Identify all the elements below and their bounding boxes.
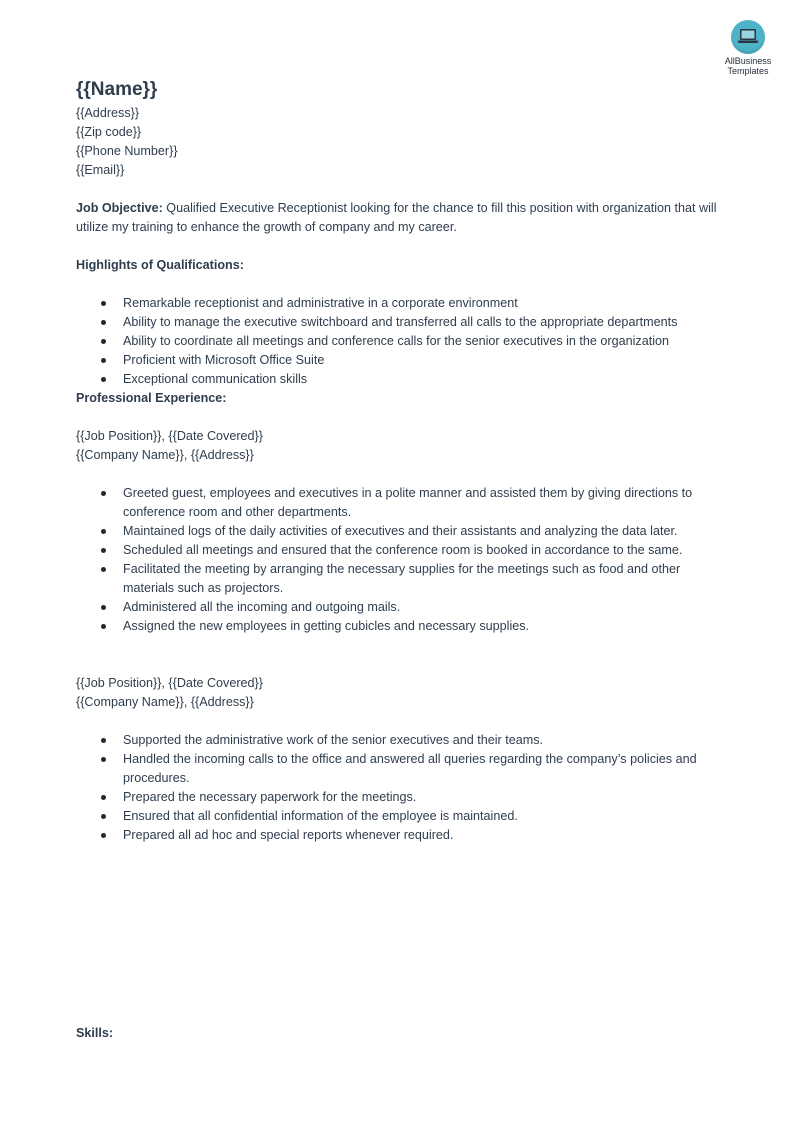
list-item: Facilitated the meeting by arranging the necessary supplies for the meetings such as food and other materials such as projectors. — [76, 560, 726, 598]
logo-text-line1: AllBusiness — [724, 56, 772, 66]
highlights-heading: Highlights of Qualifications: — [76, 258, 244, 272]
list-item: Prepared all ad hoc and special reports whenever required. — [76, 826, 726, 845]
list-item: Prepared the necessary paperwork for the meetings. — [76, 788, 726, 807]
list-item: Ability to coordinate all meetings and conference calls for the senior executives in the organization — [76, 332, 726, 351]
job-position-line: {{Job Position}}, {{Date Covered}} — [76, 676, 263, 690]
job-duties-list — [76, 484, 726, 636]
list-item: Assigned the new employees in getting cubicles and necessary supplies. — [76, 617, 726, 636]
list-item: Maintained logs of the daily activities of executives and their assistants and analyzing the data later. — [76, 522, 726, 541]
job-position-line: {{Job Position}}, {{Date Covered}} — [76, 429, 263, 443]
logo-text-line2: Templates — [727, 66, 769, 76]
laptop-icon — [731, 20, 765, 54]
contact-address: {{Address}} — [76, 106, 140, 120]
list-item: Ensured that all confidential information of the employee is maintained. — [76, 807, 726, 826]
list-item: Proficient with Microsoft Office Suite — [76, 351, 726, 370]
list-item: Supported the administrative work of the senior executives and their teams. — [76, 731, 726, 750]
job-objective — [76, 199, 726, 237]
experience-heading: Professional Experience: — [76, 391, 227, 405]
list-item: Greeted guest, employees and executives in a polite manner and assisted them by giving directions to conference room and other departments. — [76, 484, 726, 522]
contact-zip: {{Zip code}} — [76, 125, 142, 139]
list-item: Remarkable receptionist and administrative in a corporate environment — [76, 294, 726, 313]
list-item: Exceptional communication skills — [76, 370, 726, 389]
company-line: {{Company Name}}, {{Address}} — [76, 448, 254, 462]
job-objective-text: Qualified Executive Receptionist looking for the chance to fill this position with organization that will utilize my training to enhance the growth of company and my career. — [76, 201, 717, 234]
resume-document — [76, 76, 726, 845]
company-line: {{Company Name}}, {{Address}} — [76, 695, 254, 709]
highlights-list — [76, 294, 726, 389]
list-item: Handled the incoming calls to the office and answered all queries regarding the company’s policies and procedures. — [76, 750, 726, 788]
skills-heading: Skills: — [76, 1026, 114, 1040]
resume-name: {{Name}} — [76, 79, 158, 100]
contact-phone: {{Phone Number}} — [76, 144, 178, 158]
list-item: Administered all the incoming and outgoing mails. — [76, 598, 726, 617]
list-item: Ability to manage the executive switchboard and transferred all calls to the appropriate departments — [76, 313, 726, 332]
list-item: Scheduled all meetings and ensured that the conference room is booked in accordance to the same. — [76, 541, 726, 560]
job-objective-label: Job Objective: — [76, 201, 163, 215]
allbusiness-templates-logo — [716, 20, 780, 76]
contact-email: {{Email}} — [76, 163, 125, 177]
job-duties-list — [76, 731, 726, 845]
